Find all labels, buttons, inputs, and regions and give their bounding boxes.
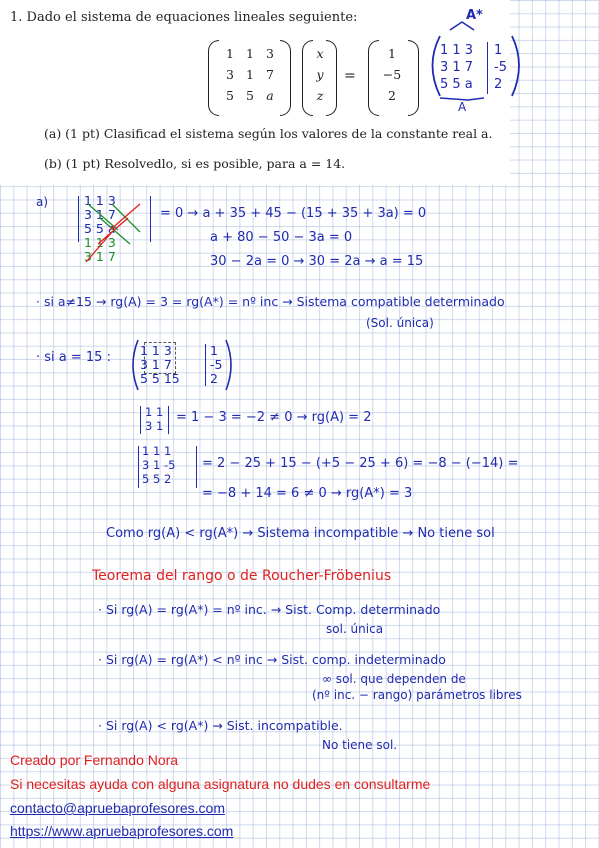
theorem-item-3-note: No tiene sol.: [322, 738, 398, 752]
theorem-title: Teorema del rango o de Roucher-Fröbenius: [92, 568, 392, 584]
rhs-cell: −5: [382, 67, 402, 82]
aug-rhs-cell: -5: [494, 60, 507, 75]
minor3-row: 5 5 2: [142, 472, 172, 486]
rhs-cell: 1: [388, 46, 396, 61]
part-b-statement: (b) (1 pt) Resolvedlo, si es posible, para a = 14.: [44, 156, 346, 171]
rhs-cell: 2: [388, 88, 396, 103]
det-line-1: = 0 → a + 35 + 45 − (15 + 35 + 3a) = 0: [160, 206, 427, 221]
minor2-row: 3 1: [145, 419, 164, 433]
aug15-row: 1 1 3: [140, 343, 172, 358]
minor3-row: 1 1 1: [142, 444, 172, 458]
aug-rhs-cell: 2: [494, 77, 503, 92]
aug15-rhs-cell: -5: [210, 357, 223, 372]
aug-row: 1 1 3: [440, 43, 474, 58]
footer-email-link[interactable]: contacto@apruebaprofesores.com: [10, 800, 225, 816]
conclusion: Como rg(A) < rg(A*) → Sistema incompatible → No tiene sol: [106, 526, 495, 541]
minor3-row: 3 1 -5: [142, 458, 176, 472]
det-line-3: 30 − 2a = 0 → 30 = 2a → a = 15: [210, 254, 424, 269]
var-y: y: [316, 67, 324, 82]
matrix-cell: 5: [226, 88, 234, 103]
astar-label: A*: [466, 8, 483, 23]
det-row: 3 1 7: [84, 207, 116, 222]
det-row-repeat: 1 1 3: [84, 235, 116, 250]
case-a-not-15: · si a≠15 → rg(A) = 3 = rg(A*) = nº inc → Sistema compatible determinado: [36, 294, 505, 309]
matrix-cell: 7: [266, 67, 274, 82]
minor3-rows: [142, 444, 175, 486]
det-row: 1 1 3: [84, 193, 116, 208]
aug-rhs-cell: 1: [494, 43, 503, 58]
matrix-cell: 3: [266, 46, 274, 61]
footer-help: Si necesitas ayuda con alguna asignatura no dudes en consultarme: [10, 776, 431, 792]
minor3-bar-right: [196, 446, 197, 488]
footer-author: Creado por Fernando Nora: [10, 752, 179, 768]
var-x: x: [316, 46, 324, 61]
part-a-label: a): [36, 195, 49, 209]
minor3-line-1: = 2 − 25 + 15 − (+5 − 25 + 6) = −8 − (−14) =: [202, 456, 519, 471]
matrix-cell: 1: [246, 46, 254, 61]
case-a-15-label: · si a = 15 :: [36, 350, 111, 365]
var-z: z: [316, 88, 324, 103]
a-label: A: [458, 100, 467, 114]
minor2-result: = 1 − 3 = −2 ≠ 0 → rg(A) = 2: [176, 410, 372, 425]
matrix-cell: 1: [226, 46, 234, 61]
aug15-rhs-cell: 1: [210, 343, 218, 358]
aug15-rhs-cell: 2: [210, 371, 218, 386]
minor2-rows: [145, 405, 163, 433]
det-row-repeat: 3 1 7: [84, 249, 116, 264]
minor2-bar-right: [168, 406, 169, 434]
theorem-item-2-note-2: (nº inc. − rango) parámetros libres: [312, 688, 522, 702]
matrix-cell: 5: [246, 88, 254, 103]
det-line-2: a + 80 − 50 − 3a = 0: [210, 230, 353, 245]
problem-title: 1. Dado el sistema de equaciones lineales seguiente:: [10, 10, 358, 25]
footer-website-link[interactable]: https://www.apruebaprofesores.com: [10, 823, 234, 839]
matrix-cell: 3: [226, 67, 234, 82]
theorem-item-1-note: sol. única: [326, 622, 384, 636]
minor3-bar-left: [138, 446, 139, 488]
theorem-item-3: · Si rg(A) < rg(A*) → Sist. incompatible.: [98, 718, 343, 733]
theorem-item-1: · Si rg(A) = rg(A*) = nº inc. → Sist. Comp. determinado: [98, 602, 441, 617]
matrix-cell: a: [266, 88, 274, 103]
part-a-statement: (a) (1 pt) Clasificad el sistema según los valores de la constante real a.: [44, 126, 493, 141]
case-a-not-15-note: (Sol. única): [366, 316, 434, 330]
theorem-item-2: · Si rg(A) = rg(A*) < nº inc → Sist. comp. indeterminado: [98, 652, 446, 667]
det-row: 5 5 a: [84, 221, 116, 236]
theorem-item-2-note-1: ∞ sol. que dependen de: [322, 672, 466, 686]
minor2-bar-left: [140, 406, 141, 434]
matrix-cell: 1: [246, 67, 254, 82]
aug-row: 3 1 7: [440, 60, 474, 75]
minor3-line-2: = −8 + 14 = 6 ≠ 0 → rg(A*) = 3: [202, 486, 413, 501]
aug-row: 5 5 a: [440, 77, 473, 92]
aug15-row: 5 5 15: [140, 371, 180, 386]
aug15-row: 3 1 7: [140, 357, 172, 372]
minor2-row: 1 1: [145, 405, 164, 419]
equals-sign: =: [344, 68, 356, 84]
